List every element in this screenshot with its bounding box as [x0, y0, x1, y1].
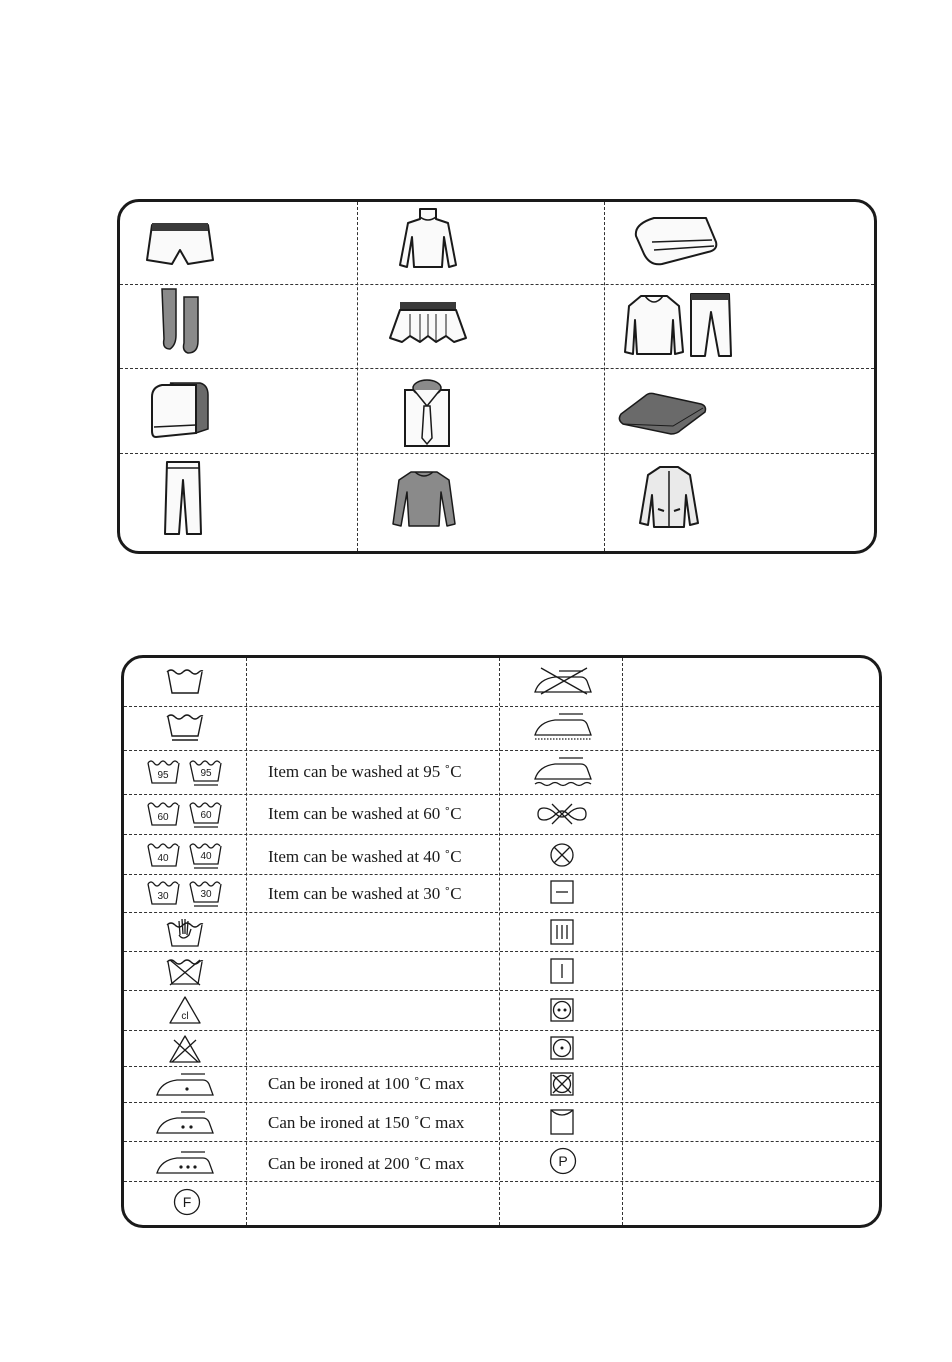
do-not-wash-icon — [165, 957, 205, 987]
turtleneck-sweater-icon — [394, 207, 462, 273]
do-not-tumble-dry-icon — [549, 1071, 575, 1097]
hand-wash-icon — [165, 917, 205, 949]
dry-clean-f-icon — [172, 1187, 202, 1217]
tumble-dry-low-icon — [549, 1035, 575, 1061]
shorts-icon — [143, 220, 217, 270]
wash-40-icon — [146, 840, 226, 872]
symbols-grid-divider — [124, 1102, 879, 1103]
dry-clean-f-letter: F — [182, 1194, 192, 1210]
wash-30-label: Item can be washed at 30 ˚C — [268, 884, 462, 903]
symbols-grid-divider — [622, 658, 623, 1225]
line-dry-icon — [549, 1108, 575, 1136]
laundry-grid-divider — [120, 284, 874, 285]
iron-high-label: Can be ironed at 200 ˚C max — [268, 1154, 465, 1173]
wash-60-numeral: 60 — [157, 812, 169, 823]
bleach-allowed-icon — [168, 995, 202, 1025]
do-not-iron-icon — [531, 664, 593, 696]
symbols-grid-divider — [124, 874, 879, 875]
tumble-dry-normal-icon — [549, 997, 575, 1023]
symbols-grid-divider — [124, 1181, 879, 1182]
socks-icon — [154, 287, 208, 357]
symbols-grid-divider — [124, 912, 879, 913]
jacket-icon — [638, 465, 700, 531]
laundry-grid-divider — [604, 202, 605, 551]
do-not-bleach-icon — [168, 1034, 202, 1064]
symbols-grid-divider — [124, 1066, 879, 1067]
wash-95-gentle-numeral: 95 — [200, 768, 212, 779]
laundry-grid-divider — [357, 202, 358, 551]
wash-60-icon — [146, 799, 226, 831]
wash-60-label: Item can be washed at 60 ˚C — [268, 804, 462, 823]
symbols-grid-divider — [124, 951, 879, 952]
wash-60-gentle-numeral: 60 — [200, 810, 212, 821]
wash-40-label: Item can be washed at 40 ˚C — [268, 847, 462, 866]
shirt-tie-icon — [402, 376, 452, 448]
wash-95-label: Item can be washed at 95 ˚C — [268, 762, 462, 781]
laundry-types-panel — [117, 199, 877, 554]
wash-95-numeral: 95 — [157, 770, 169, 781]
steam-iron-icon — [531, 711, 593, 741]
bleach-letter: cl — [181, 1011, 189, 1022]
symbols-grid-divider — [124, 794, 879, 795]
tracksuit-icon — [621, 290, 733, 360]
wash-30-numeral: 30 — [157, 891, 169, 902]
wash-tub-gentle-icon — [165, 713, 205, 743]
do-not-wring-icon — [534, 800, 590, 828]
dry-clean-p-icon — [548, 1146, 578, 1176]
folded-blanket-icon — [615, 390, 709, 436]
symbols-grid-divider — [124, 1141, 879, 1142]
iron-medium-label: Can be ironed at 150 ˚C max — [268, 1113, 465, 1132]
iron-low-icon — [155, 1070, 215, 1098]
symbols-grid-divider — [124, 706, 879, 707]
symbols-grid-divider — [499, 658, 500, 1225]
symbols-grid-divider — [246, 658, 247, 1225]
iron-high-icon — [155, 1148, 215, 1176]
sweatshirt-icon — [391, 468, 457, 534]
dry-clean-p-letter: P — [558, 1153, 568, 1169]
wash-tub-icon — [165, 668, 205, 696]
iron-medium-icon — [155, 1108, 215, 1136]
dry-flat-icon — [549, 879, 575, 905]
care-symbols-panel — [121, 655, 882, 1228]
iron-low-label: Can be ironed at 100 ˚C max — [268, 1074, 465, 1093]
laundry-grid-divider — [120, 453, 874, 454]
wash-40-numeral: 40 — [157, 853, 169, 864]
folded-sheet-icon — [632, 212, 722, 268]
symbols-grid-divider — [124, 990, 879, 991]
laundry-grid-divider — [120, 368, 874, 369]
trousers-icon — [163, 460, 203, 538]
symbols-grid-divider — [124, 1030, 879, 1031]
wash-40-gentle-numeral: 40 — [200, 851, 212, 862]
towel-icon — [150, 381, 210, 443]
wash-30-icon — [146, 878, 226, 910]
wash-30-gentle-numeral: 30 — [200, 889, 212, 900]
iron-steam-waves-icon — [531, 755, 593, 787]
wash-95-icon — [146, 757, 226, 791]
symbols-grid-divider — [124, 834, 879, 835]
drip-dry-icon — [549, 918, 575, 946]
skirt-icon — [388, 300, 468, 346]
symbols-grid-divider — [124, 750, 879, 751]
line-dry-vertical-icon — [549, 957, 575, 985]
do-not-tumble-dry-circle-icon — [549, 842, 575, 868]
